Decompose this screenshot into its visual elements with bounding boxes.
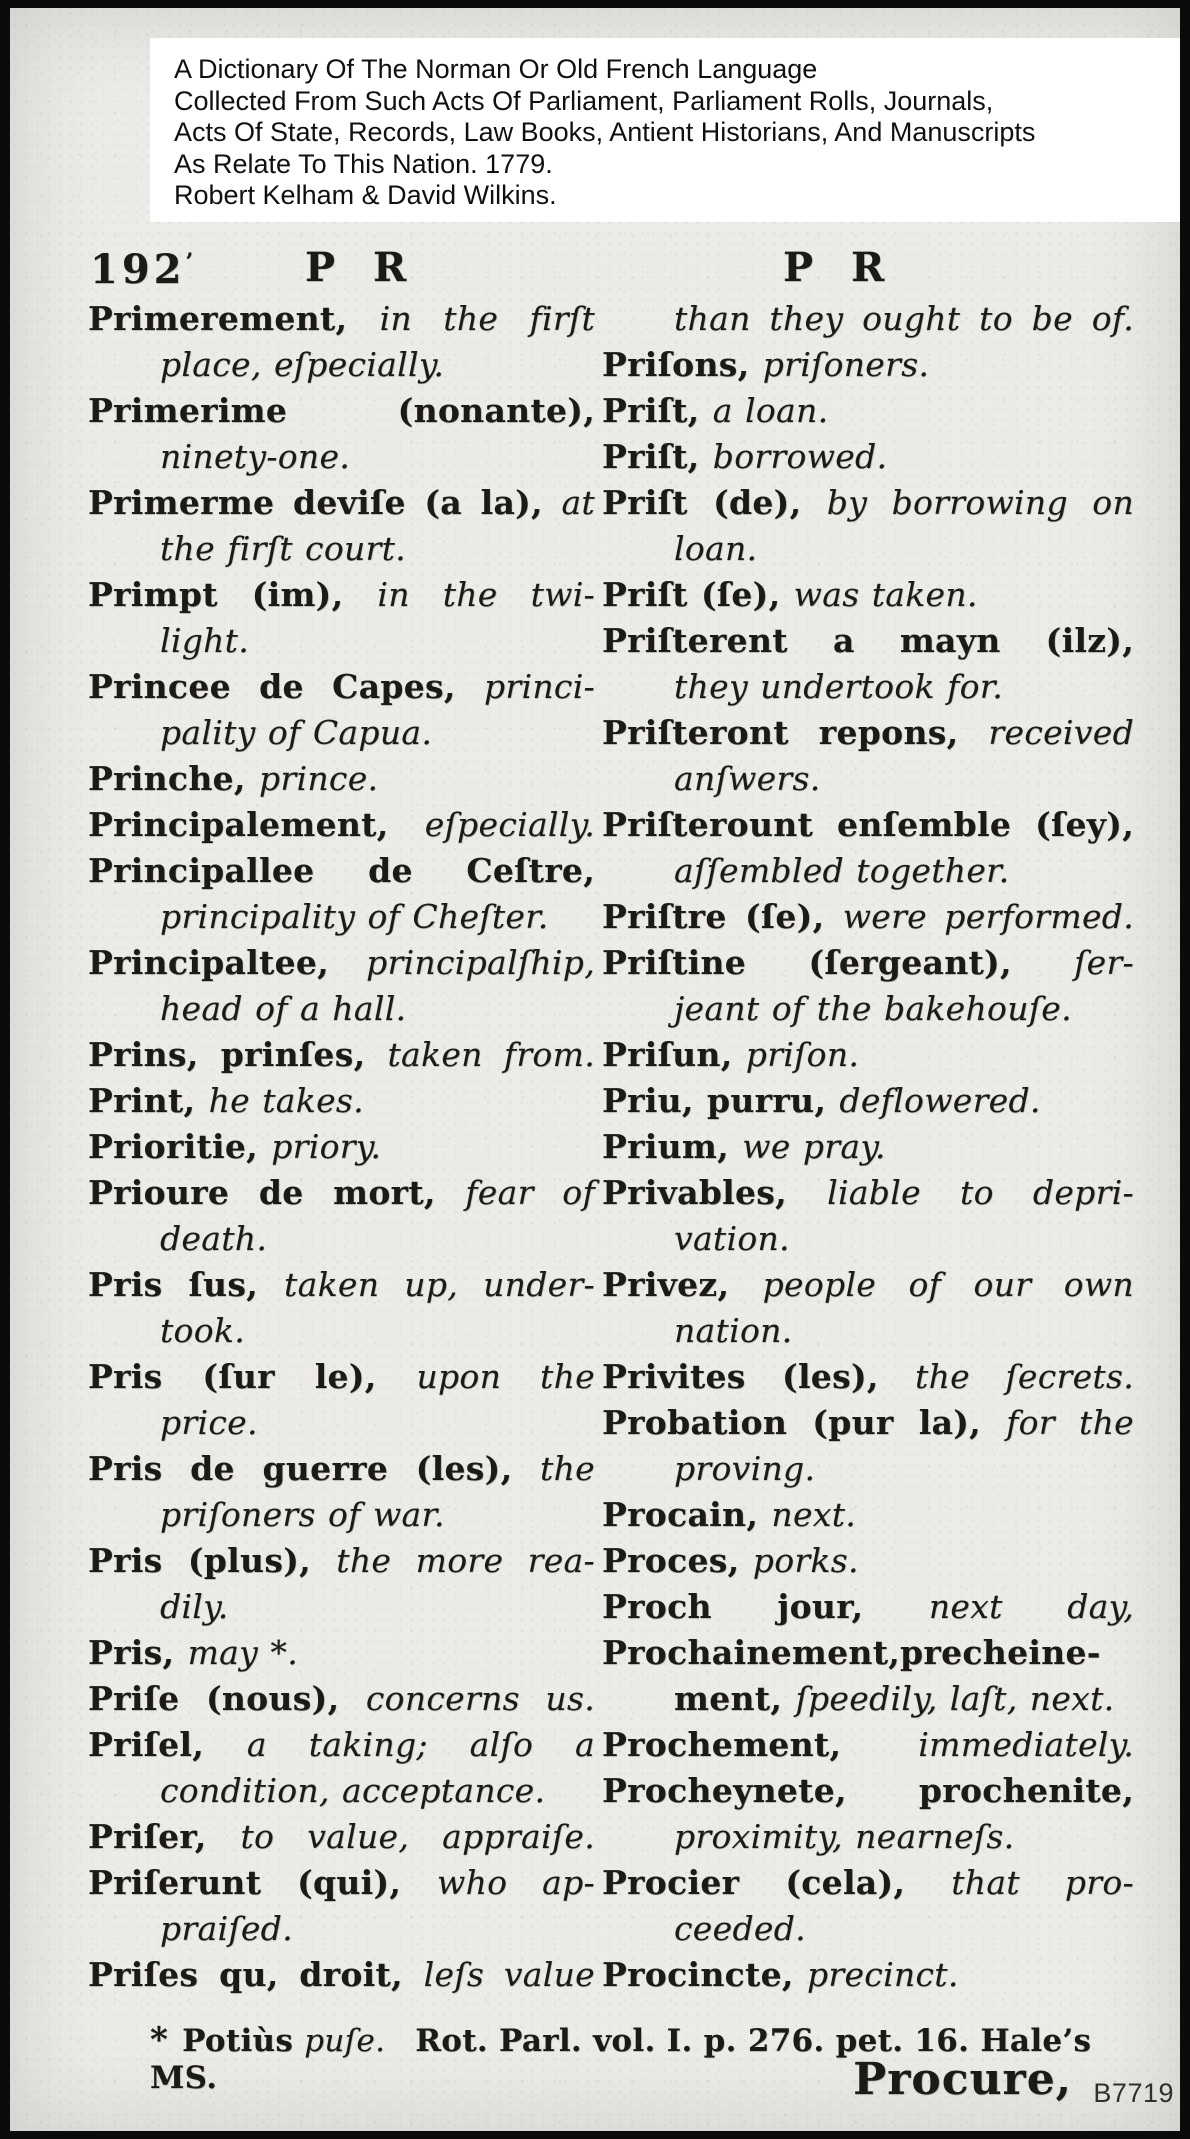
dictionary-line [602, 342, 1134, 388]
gloss-text: praiſed. [160, 1909, 293, 1948]
gloss-text: was taken. [793, 575, 978, 614]
footnote-asterisk: * [150, 2020, 169, 2060]
headword-text: Prium, [602, 1127, 743, 1166]
dictionary-line [88, 572, 595, 618]
headword-text: Priſtre (ſe), [602, 897, 843, 936]
headword-text: Priſt, [602, 391, 713, 430]
gloss-text: priory. [271, 1127, 382, 1166]
gloss-text: porks. [752, 1541, 859, 1580]
gloss-text: the ſecrets. [915, 1357, 1134, 1396]
headword-text: Priſes qu, droit, [88, 1955, 424, 1994]
dictionary-line [602, 618, 1134, 664]
gloss-text: upon the [416, 1357, 595, 1396]
gloss-text: than they ought to be of. [674, 299, 1134, 338]
dictionary-line [88, 1032, 595, 1078]
gloss-text: princi- [484, 667, 595, 706]
dictionary-line [602, 1354, 1134, 1400]
headword-text: Prins, prinſes, [88, 1035, 388, 1074]
gloss-text: to value, appraiſe. [240, 1817, 595, 1856]
gloss-text: in the twi- [377, 575, 595, 614]
gloss-text: at [561, 483, 595, 522]
dictionary-line [602, 1860, 1134, 1906]
gloss-text: that pro- [951, 1863, 1134, 1902]
headword-text: Privez, [602, 1265, 763, 1304]
dictionary-line [88, 618, 595, 664]
dictionary-line [88, 848, 595, 894]
dictionary-line [88, 1124, 595, 1170]
dictionary-line [88, 710, 595, 756]
headword-text: Priſons, [602, 345, 763, 384]
gloss-text: taken from. [387, 1035, 595, 1074]
gloss-text: precinct. [806, 1955, 959, 1994]
dictionary-line [602, 986, 1134, 1032]
dictionary-line [602, 1768, 1134, 1814]
gloss-text: we pray. [742, 1127, 886, 1166]
citation-line: A Dictionary Of The Norman Or Old French Language [174, 54, 818, 84]
dictionary-line [88, 986, 595, 1032]
headword-text: Priſe (nous), [88, 1679, 366, 1718]
gloss-text: for the [1006, 1403, 1134, 1442]
dictionary-line [88, 1676, 595, 1722]
dictionary-line [602, 526, 1134, 572]
headword-text: Pris (ſur le), [88, 1357, 417, 1396]
catchword: Procure, [853, 2054, 1072, 2105]
dictionary-line [88, 342, 595, 388]
headword-text: Principallee de Ceſtre, [88, 851, 595, 890]
dictionary-line [88, 756, 595, 802]
gloss-text: place, eſpecially. [160, 345, 445, 384]
gloss-text: concerns us. [365, 1679, 595, 1718]
page-number-mark: ’ [185, 249, 194, 275]
citation-line: Collected From Such Acts Of Parliament, Parliament Rolls, Journals, [174, 85, 994, 116]
gloss-text: the [540, 1449, 595, 1488]
dictionary-line [88, 940, 595, 986]
gloss-text: priſoners of war. [160, 1495, 445, 1534]
dictionary-line [88, 894, 595, 940]
gloss-text: pality of Capua. [160, 713, 433, 752]
headword-text: Priſt (ſe), [602, 575, 794, 614]
headword-text: Principalement, [88, 805, 425, 844]
gloss-text: price. [160, 1403, 258, 1442]
dictionary-line [602, 1538, 1134, 1584]
dictionary-line [88, 1308, 595, 1354]
dictionary-line [602, 480, 1134, 526]
headword-text: Proch jour, [602, 1587, 929, 1626]
gloss-text: next day, [928, 1587, 1134, 1626]
dictionary-line [602, 388, 1134, 434]
dictionary-line [88, 1630, 595, 1676]
gloss-text: ſpeedily, laſt, next. [795, 1679, 1115, 1718]
dictionary-line [88, 1446, 595, 1492]
dictionary-line [88, 296, 595, 342]
headword-text: Priſel, [88, 1725, 247, 1764]
dictionary-line [88, 1814, 595, 1860]
gloss-text: immediately. [918, 1725, 1134, 1764]
gloss-text: priſon. [745, 1035, 860, 1074]
dictionary-line [602, 1952, 1134, 1998]
dictionary-line [602, 296, 1134, 342]
gloss-text: may *. [187, 1633, 298, 1672]
citation-line: Acts Of State, Records, Law Books, Antient Historians, And Manuscripts [174, 117, 1036, 147]
dictionary-line [602, 1400, 1134, 1446]
gloss-text: he takes. [208, 1081, 364, 1120]
dictionary-line [88, 802, 595, 848]
dictionary-column-right [602, 296, 1134, 1998]
gloss-text: vation. [674, 1219, 790, 1258]
dictionary-line [602, 1676, 1134, 1722]
citation-overlay [150, 38, 1180, 222]
gloss-text: a taking; alſo a [246, 1725, 595, 1764]
gloss-text: principality of Cheſter. [160, 897, 549, 936]
gloss-text: taken up, under- [284, 1265, 595, 1304]
headword-text: Prioritie, [88, 1127, 272, 1166]
footnote-italic: puſe. [304, 2023, 386, 2059]
gloss-text: fear of [465, 1173, 595, 1212]
dictionary-line [602, 1906, 1134, 1952]
headword-text: Priſterent a mayn (ilz), [602, 621, 1134, 660]
headword-text: Procheynete, prochenite, [602, 1771, 1134, 1810]
dictionary-line [88, 1078, 595, 1124]
dictionary-line [602, 894, 1134, 940]
gloss-text: ſer- [1074, 943, 1134, 982]
headword-text: Princee de Capes, [88, 667, 484, 706]
gloss-text: anſwers. [674, 759, 821, 798]
headword-text: Prioure de mort, [88, 1173, 466, 1212]
headword-text: Priſun, [602, 1035, 746, 1074]
headword-text: Privites (les), [602, 1357, 916, 1396]
gloss-text: aſſembled together. [674, 851, 1010, 890]
gloss-text: principalſhip, [366, 943, 595, 982]
headword-text: Priu, purru, [602, 1081, 840, 1120]
headword-text: Pris de guerre (les), [88, 1449, 541, 1488]
gloss-text: next. [771, 1495, 857, 1534]
gloss-text: deflowered. [839, 1081, 1041, 1120]
dictionary-line [88, 1584, 595, 1630]
dictionary-line [88, 1722, 595, 1768]
headword-text: Prochainement,precheine- [602, 1633, 1101, 1672]
gloss-text: liable to depri- [827, 1173, 1134, 1212]
dictionary-line [602, 664, 1134, 710]
headword-text: Pris (plus), [88, 1541, 337, 1580]
running-head-right: P R [783, 244, 897, 291]
gloss-text: ninety-one. [160, 437, 351, 476]
headword-text: Procain, [602, 1495, 772, 1534]
dictionary-line [602, 1078, 1134, 1124]
gloss-text: condition, acceptance. [160, 1771, 546, 1810]
citation-line: Robert Kelham & David Wilkins. [174, 180, 557, 210]
gloss-text: took. [160, 1311, 245, 1350]
headword-text: Proces, [602, 1541, 753, 1580]
gloss-text: loan. [674, 529, 758, 568]
dictionary-line [602, 1262, 1134, 1308]
headword-text: Priſt, [602, 437, 713, 476]
gloss-text: in the firſt [379, 299, 596, 338]
gloss-text: death. [160, 1219, 268, 1258]
footnote-text: Potiùs [182, 2023, 305, 2059]
dictionary-line [88, 1906, 595, 1952]
gloss-text: people of our own [762, 1265, 1134, 1304]
gloss-text: jeant of the bakehouſe. [674, 989, 1072, 1028]
gloss-text: they undertook for. [674, 667, 1004, 706]
gloss-text: proximity, nearneſs. [674, 1817, 1015, 1856]
gloss-text: the firſt court. [160, 529, 406, 568]
headword-text: Procincte, [602, 1955, 807, 1994]
dictionary-line [602, 434, 1134, 480]
dictionary-line [88, 1400, 595, 1446]
headword-text: Primpt (im), [88, 575, 378, 614]
headword-text: Pris, [88, 1633, 188, 1672]
scan-id: B7719 [1093, 2078, 1174, 2108]
dictionary-line [602, 1124, 1134, 1170]
citation-line: As Relate To This Nation. 1779. [174, 148, 553, 179]
dictionary-line [602, 1446, 1134, 1492]
dictionary-line [88, 1952, 595, 1998]
headword-text: Priſt (de), [602, 483, 827, 522]
dictionary-line [602, 1584, 1134, 1630]
headword-text: Pris ſus, [88, 1265, 285, 1304]
gloss-text: nation. [674, 1311, 793, 1350]
dictionary-line [88, 434, 595, 480]
gloss-text: prince. [259, 759, 379, 798]
dictionary-line [88, 526, 595, 572]
dictionary-line [602, 802, 1134, 848]
headword-text: Prochement, [602, 1725, 919, 1764]
dictionary-line [88, 1768, 595, 1814]
page-number: 192’ [90, 246, 194, 293]
gloss-text: the more rea- [336, 1541, 595, 1580]
gloss-text: light. [160, 621, 250, 660]
gloss-text: a loan. [712, 391, 829, 430]
dictionary-line [602, 1308, 1134, 1354]
dictionary-line [88, 1262, 595, 1308]
dictionary-line [602, 1032, 1134, 1078]
dictionary-line [88, 480, 595, 526]
headword-text: Principaltee, [88, 943, 367, 982]
page-scan [10, 8, 1180, 2131]
headword-text: Probation (pur la), [602, 1403, 1007, 1442]
gloss-text: eſpecially. [424, 805, 595, 844]
gloss-text: by borrowing on [826, 483, 1134, 522]
headword-text: Primerime (nonante), [88, 391, 595, 430]
dictionary-line [602, 1814, 1134, 1860]
dictionary-line [88, 388, 595, 434]
headword-text: Priſer, [88, 1817, 241, 1856]
gloss-text: leſs value [423, 1955, 595, 1994]
dictionary-line [602, 572, 1134, 618]
gloss-text: proving. [674, 1449, 816, 1488]
headword-text: Primerement, [88, 299, 380, 338]
headword-text: Procier (cela), [602, 1863, 952, 1902]
headword-text: Priſteront repons, [602, 713, 989, 752]
gloss-text: borrowed. [712, 437, 888, 476]
dictionary-line [88, 1170, 595, 1216]
gloss-text: received [988, 713, 1134, 752]
dictionary-line [88, 1354, 595, 1400]
dictionary-line [602, 940, 1134, 986]
gloss-text: priſoners. [762, 345, 930, 384]
dictionary-line [602, 1216, 1134, 1262]
dictionary-line [88, 1538, 595, 1584]
dictionary-line [602, 1722, 1134, 1768]
headword-text: Priſterount enſemble (ſey), [602, 805, 1134, 844]
headword-text: Privables, [602, 1173, 828, 1212]
gloss-text: dily. [160, 1587, 229, 1626]
dictionary-line [88, 664, 595, 710]
gloss-text: who ap- [437, 1863, 595, 1902]
dictionary-line [88, 1492, 595, 1538]
footnote-reference: Rot. Parl. vol. I. p. 276. pet. 16. Hale’s MS. [150, 2023, 1092, 2096]
headword-text: Primerme deviſe (a la), [88, 483, 562, 522]
dictionary-line [88, 1860, 595, 1906]
gloss-text: head of a hall. [160, 989, 407, 1028]
gloss-text: ceeded. [674, 1909, 806, 1948]
dictionary-line [602, 1630, 1134, 1676]
dictionary-line [602, 1492, 1134, 1538]
headword-text: ment, [674, 1679, 796, 1718]
headword-text: Priſtine (ſergeant), [602, 943, 1075, 982]
running-head-left: P R [305, 244, 419, 291]
dictionary-line [602, 710, 1134, 756]
dictionary-column-left [88, 296, 595, 1998]
gloss-text: were performed. [842, 897, 1134, 936]
dictionary-line [602, 848, 1134, 894]
dictionary-line [88, 1216, 595, 1262]
dictionary-line [602, 756, 1134, 802]
dictionary-line [602, 1170, 1134, 1216]
headword-text: Prinche, [88, 759, 259, 798]
headword-text: Print, [88, 1081, 209, 1120]
headword-text: Priſerunt (qui), [88, 1863, 438, 1902]
